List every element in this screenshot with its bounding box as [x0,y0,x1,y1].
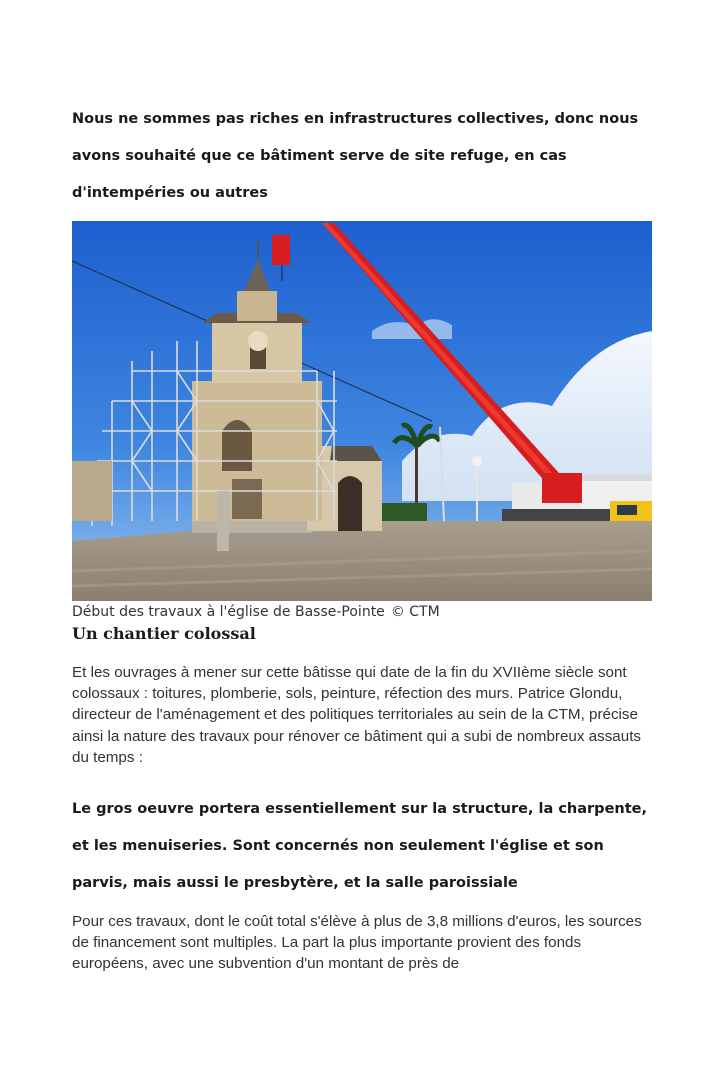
pull-quote-refuge: Nous ne sommes pas riches en infrastructures collectives, donc nous avons souhaité que ce bâtiment serve de site refuge, en cas d'intempéries ou autres [72,111,639,201]
crane-hook [272,235,290,265]
church-construction-illustration [72,221,652,601]
section-title: Un chantier colossal [72,624,256,643]
article-photo [72,221,652,601]
body-paragraph-1: Et les ouvrages à mener sur cette bâtisse qui date de la fin du XVIIème siècle sont colossaux : toitures, plomberie, sols, peinture, réfection des murs. Patrice Glondu, directeur de l'aménagement et des politiques territoriales au sein de la CTM, précise ainsi la nature des travaux pour rénover ce bâtiment qui a subi de nombreux assauts du temps : [72,664,642,766]
church-door [338,476,362,531]
caption-text: Début des travaux à l'église de Basse-Pointe [72,604,385,620]
photo-caption [72,603,440,621]
pull-quote-works: Le gros oeuvre portera essentiellement sur la structure, la charpente, et les menuiseries. Sont concernés non seulement l'église et son parvis, mais aussi le presbytère, et la salle paroissiale [72,801,647,891]
body-paragraph-2: Pour ces travaux, dont le coût total s'élève à plus de 3,8 millions d'euros, les sources de financement sont multiples. La part la plus importante provient des fonds européens, avec une subvention d'un montant de près de [72,913,642,973]
photo-credit: © CTM [390,604,440,620]
